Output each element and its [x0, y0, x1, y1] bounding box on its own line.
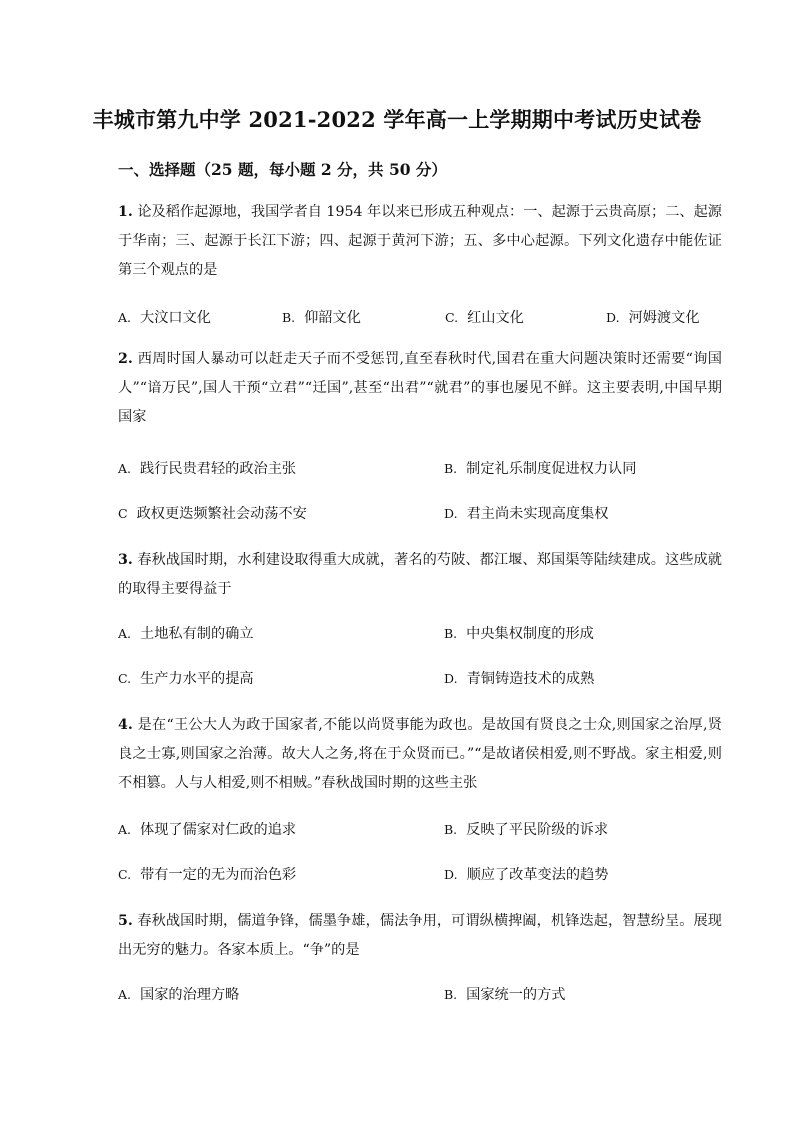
section-heading: 一、选择题（25 题，每小题 2 分，共 50 分）	[118, 160, 447, 179]
question-4-option-b	[444, 820, 608, 840]
question-1-option-b	[282, 308, 361, 328]
option-text: 顺应了改革变法的趋势	[466, 867, 609, 883]
option-text: 大汶口文化	[140, 310, 211, 326]
question-3-option-c	[118, 669, 254, 689]
option-letter: C	[118, 506, 128, 521]
question-2-option-c	[118, 504, 307, 524]
question-3-option-b	[444, 624, 594, 644]
question-4-number: 4.	[118, 717, 133, 733]
option-letter: D.	[444, 506, 458, 521]
question-5-option-a	[118, 985, 239, 1005]
option-letter: B.	[282, 310, 296, 325]
option-letter: B.	[444, 626, 458, 641]
question-5-stem	[118, 907, 722, 965]
option-letter: D.	[444, 671, 458, 686]
option-text: 青铜铸造技术的成熟	[466, 671, 595, 687]
question-1-stem	[118, 198, 722, 285]
question-3-number: 3.	[118, 552, 133, 568]
question-2-option-b	[444, 459, 636, 479]
option-text: 河姆渡文化	[628, 310, 700, 326]
option-letter: C.	[445, 310, 459, 325]
option-letter: C.	[118, 867, 132, 882]
question-2-text: 西周时国人暴动可以赶走天子而不受惩罚,直至春秋时代,国君在重大问题决策时还需要“询国人”“谙万民”,国人干预“立君”“迁国”,甚至“出君”“就君”的事也屡见不鲜。这主要表明,中国早期国家	[118, 351, 722, 425]
option-letter: D.	[444, 867, 458, 882]
option-letter: C.	[118, 671, 132, 686]
question-1-option-c	[445, 308, 524, 328]
question-4-stem	[118, 711, 722, 798]
option-text: 带有一定的无为而治色彩	[140, 867, 297, 883]
option-text: 政权更迭频繁社会动荡不安	[136, 506, 307, 522]
option-text: 体现了儒家对仁政的追求	[140, 822, 297, 838]
question-3-option-a	[118, 624, 254, 644]
question-1-option-a	[118, 308, 211, 328]
option-letter: A.	[118, 310, 132, 325]
option-text: 国家的治理方略	[140, 987, 240, 1003]
question-4-option-a	[118, 820, 296, 840]
option-text: 仰韶文化	[304, 310, 361, 326]
question-5-number: 5.	[118, 913, 133, 929]
question-2-option-d	[444, 504, 608, 524]
option-letter: B.	[444, 987, 458, 1002]
option-text: 国家统一的方式	[466, 987, 566, 1003]
question-4-option-d	[444, 865, 608, 885]
option-letter: A.	[118, 822, 132, 837]
question-1-text: 论及稻作起源地，我国学者自 1954 年以来已形成五种观点：一、起源于云贵高原；二、起源于华南；三、起源于长江下游；四、起源于黄河下游；五、多中心起源。下列文化遗存中能佐证第三个观点的是	[118, 204, 722, 278]
question-3-option-d	[444, 669, 594, 689]
question-3-stem	[118, 546, 722, 604]
option-text: 红山文化	[467, 310, 524, 326]
question-4-text: 是在“王公大人为政于国家者,不能以尚贤事能为政也。是故国有贤良之士众,则国家之治厚,贤良之士寡,则国家之治薄。故大人之务,将在于众贤而已。”“是故诸侯相爱,则不野战。家主相爱,则不相篡。人与人相爱,则不相贼。”春秋战国时期的这些主张	[118, 717, 722, 791]
question-3-text: 春秋战国时期，水利建设取得重大成就，著名的芍陂、都江堰、郑国渠等陆续建成。这些成就的取得主要得益于	[118, 552, 722, 597]
option-letter: B.	[444, 461, 458, 476]
option-text: 君主尚未实现高度集权	[466, 506, 609, 522]
option-text: 反映了平民阶级的诉求	[466, 822, 609, 838]
question-5-text: 春秋战国时期，儒道争锋，儒墨争雄，儒法争用，可谓纵横捭阖，机锋迭起，智慧纷呈。展现出无穷的魅力。各家本质上。“争”的是	[118, 913, 722, 958]
question-2-option-a	[118, 459, 296, 479]
option-letter: D.	[606, 310, 620, 325]
option-letter: A.	[118, 987, 132, 1002]
option-letter: A.	[118, 626, 132, 641]
option-text: 中央集权制度的形成	[466, 626, 594, 642]
question-1-option-d	[606, 308, 700, 328]
question-2-number: 2.	[118, 351, 133, 367]
question-5-option-b	[444, 985, 566, 1005]
option-text: 生产力水平的提高	[140, 671, 254, 687]
question-4-option-c	[118, 865, 296, 885]
exam-title: 丰城市第九中学 2021-2022 学年高一上学期期中考试历史试卷	[92, 107, 702, 132]
option-letter: A.	[118, 461, 132, 476]
option-text: 土地私有制的确立	[140, 626, 254, 642]
option-text: 制定礼乐制度促进权力认同	[466, 461, 637, 477]
option-letter: B.	[444, 822, 458, 837]
question-1-number: 1.	[118, 204, 133, 220]
option-text: 践行民贵君轻的政治主张	[140, 461, 297, 477]
question-2-stem	[118, 345, 722, 432]
